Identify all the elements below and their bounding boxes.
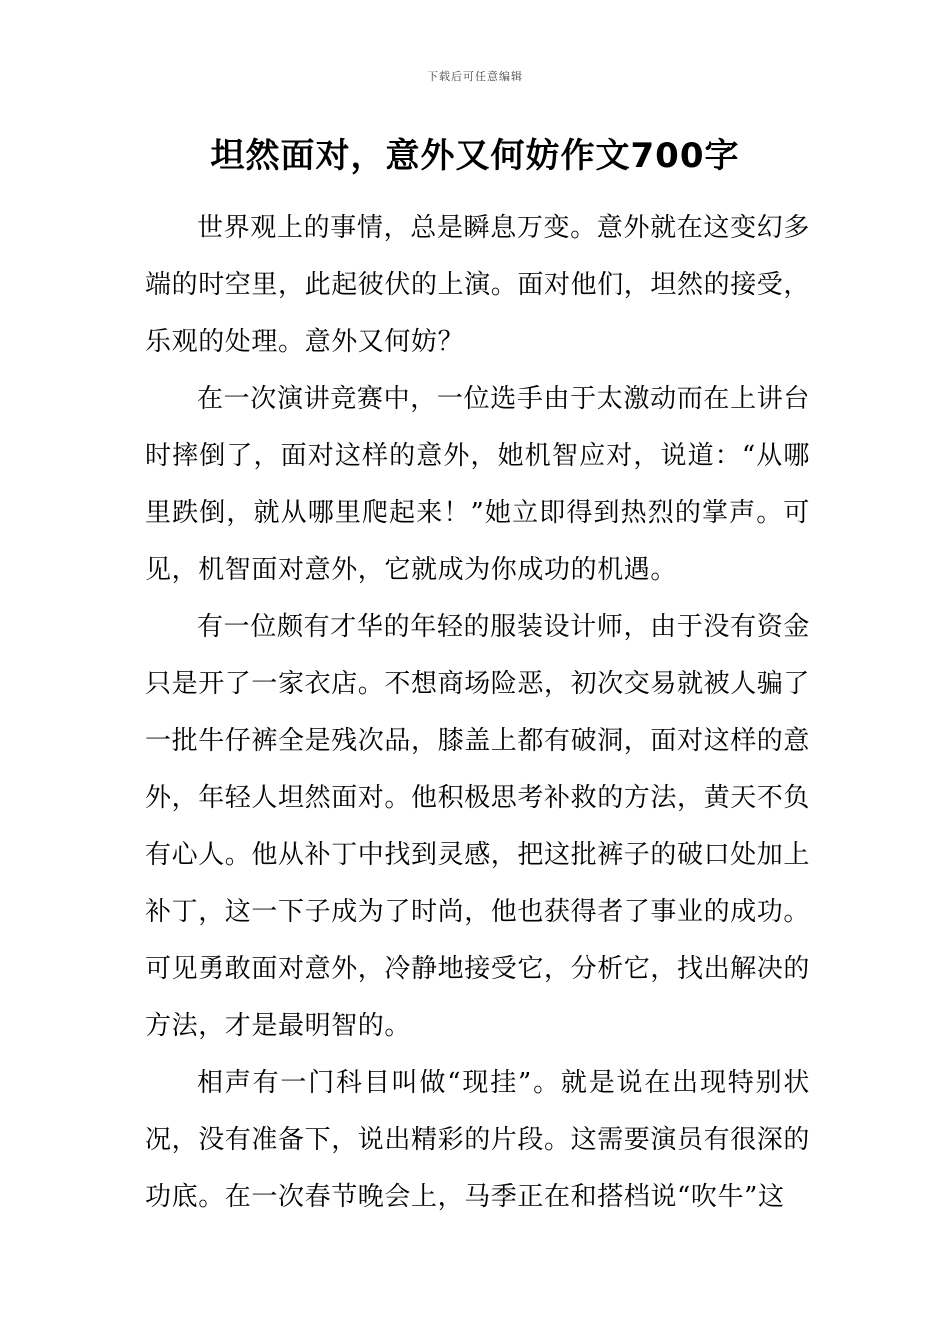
header-note: 下载后可任意编辑: [427, 70, 523, 83]
paragraph-4: 相声有一门科目叫做“现挂”。就是说在出现特别状况，没有准备下，说出精彩的片段。这需要演员有很深的功底。在一次春节晚会上，马季正在和搭档说“吹牛”这: [145, 1068, 811, 1212]
article-title: 坦然面对，意外又何妨作文700字: [210, 136, 740, 176]
article-body: [145, 200, 810, 1226]
paragraph-1: 世界观上的事情，总是瞬息万变。意外就在这变幻多端的时空里，此起彼伏的上演。面对他们，坦然的接受，乐观的处理。意外又何妨？: [145, 213, 811, 357]
paragraph-3: 有一位颇有才华的年轻的服装设计师，由于没有资金只是开了一家衣店。不想商场险恶，初次交易就被人骗了一批牛仔裤全是残次品，膝盖上都有破洞，面对这样的意外，年轻人坦然面对。他积极思考补救的方法，黄天不负有心人。他从补丁中找到灵感，把这批裤子的破口处加上补丁，这一下子成为了时尚，他也获得者了事业的成功。可见勇敢面对意外，冷静地接受它，分析它，找出解决的方法，才是最明智的。: [145, 612, 811, 1041]
paragraph-2: 在一次演讲竞赛中，一位选手由于太激动而在上讲台时摔倒了，面对这样的意外，她机智应对，说道：“从哪里跌倒，就从哪里爬起来！”她立即得到热烈的掌声。可见，机智面对意外，它就成为你成功的机遇。: [145, 384, 810, 585]
